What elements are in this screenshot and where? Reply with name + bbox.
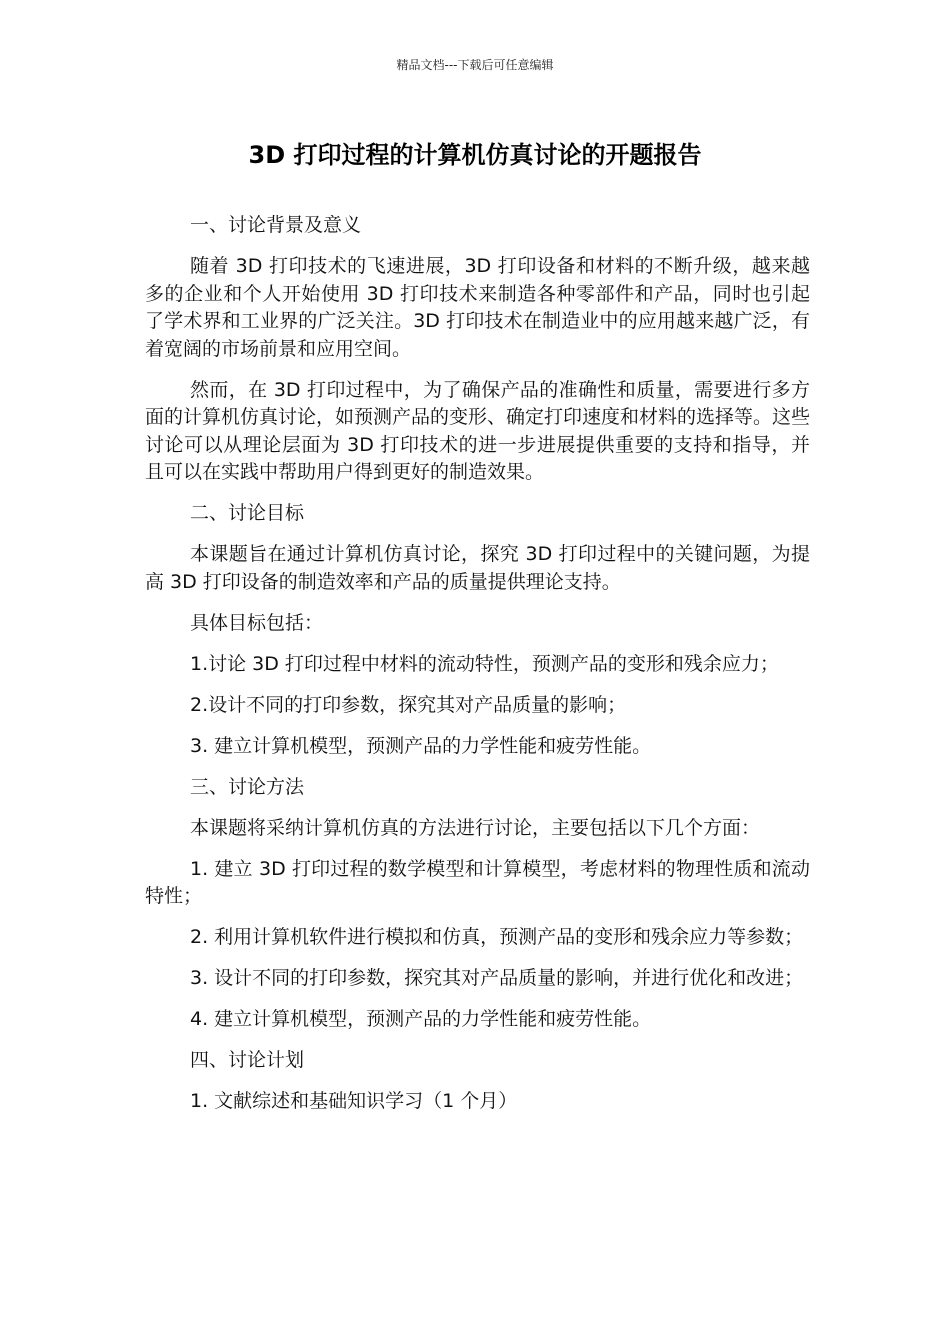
- section-heading-goals: 二、讨论目标: [190, 502, 305, 524]
- section-heading-methods: 三、讨论方法: [190, 775, 305, 798]
- goal-item-3: 3. 建立计算机模型，预测产品的力学性能和疲劳性能。: [190, 734, 652, 757]
- methods-intro: 本课题将采纳计算机仿真的方法进行讨论，主要包括以下几个方面：: [190, 816, 761, 839]
- method-item-3: 3. 设计不同的打印参数，探究其对产品质量的影响，并进行优化和改进；: [190, 967, 804, 989]
- section-heading-background: 一、讨论背景及意义: [190, 214, 362, 236]
- paragraph-goals: 本课题旨在通过计算机仿真讨论，探究 3D 打印过程中的关键问题，为提高 3D 打印设备的制造效率和产品的质量提供理论支持。: [145, 543, 810, 593]
- paragraph-background-1: 随着 3D 打印技术的飞速进展，3D 打印设备和材料的不断升级，越来越多的企业和个人开始使用 3D 打印技术来制造各种零部件和产品，同时也引起了学术界和工业界的广泛关注。3D 打印技术在制造业中的应用越来越广泛，有着宽阔的市场前景和应用空间。: [145, 255, 810, 360]
- document-body: [145, 212, 810, 1129]
- plan-item-1: 1. 文献综述和基础知识学习（1 个月）: [190, 1090, 518, 1112]
- page-header-note: 精品文档---下载后可任意编辑: [396, 58, 554, 72]
- method-item-4: 4. 建立计算机模型，预测产品的力学性能和疲劳性能。: [190, 1008, 652, 1030]
- paragraph-background-2: 然而，在 3D 打印过程中，为了确保产品的准确性和质量，需要进行多方面的计算机仿真讨论，如预测产品的变形、确定打印速度和材料的选择等。这些讨论可以从理论层面为 3D 打印技术的进一步进展提供重要的支持和指导，并且可以在实践中帮助用户得到更好的制造效果。: [145, 378, 811, 483]
- method-item-2: 2. 利用计算机软件进行模拟和仿真，预测产品的变形和残余应力等参数；: [190, 926, 804, 948]
- document-title: 3D 打印过程的计算机仿真讨论的开题报告: [248, 141, 702, 169]
- method-item-1: 1. 建立 3D 打印过程的数学模型和计算模型，考虑材料的物理性质和流动特性；: [145, 857, 810, 907]
- goal-item-1: 1.讨论 3D 打印过程中材料的流动特性，预测产品的变形和残余应力；: [190, 652, 779, 675]
- section-heading-plan: 四、讨论计划: [190, 1049, 305, 1071]
- goal-item-2: 2.设计不同的打印参数，探究其对产品质量的影响；: [190, 693, 627, 716]
- goals-intro: 具体目标包括：: [190, 611, 324, 634]
